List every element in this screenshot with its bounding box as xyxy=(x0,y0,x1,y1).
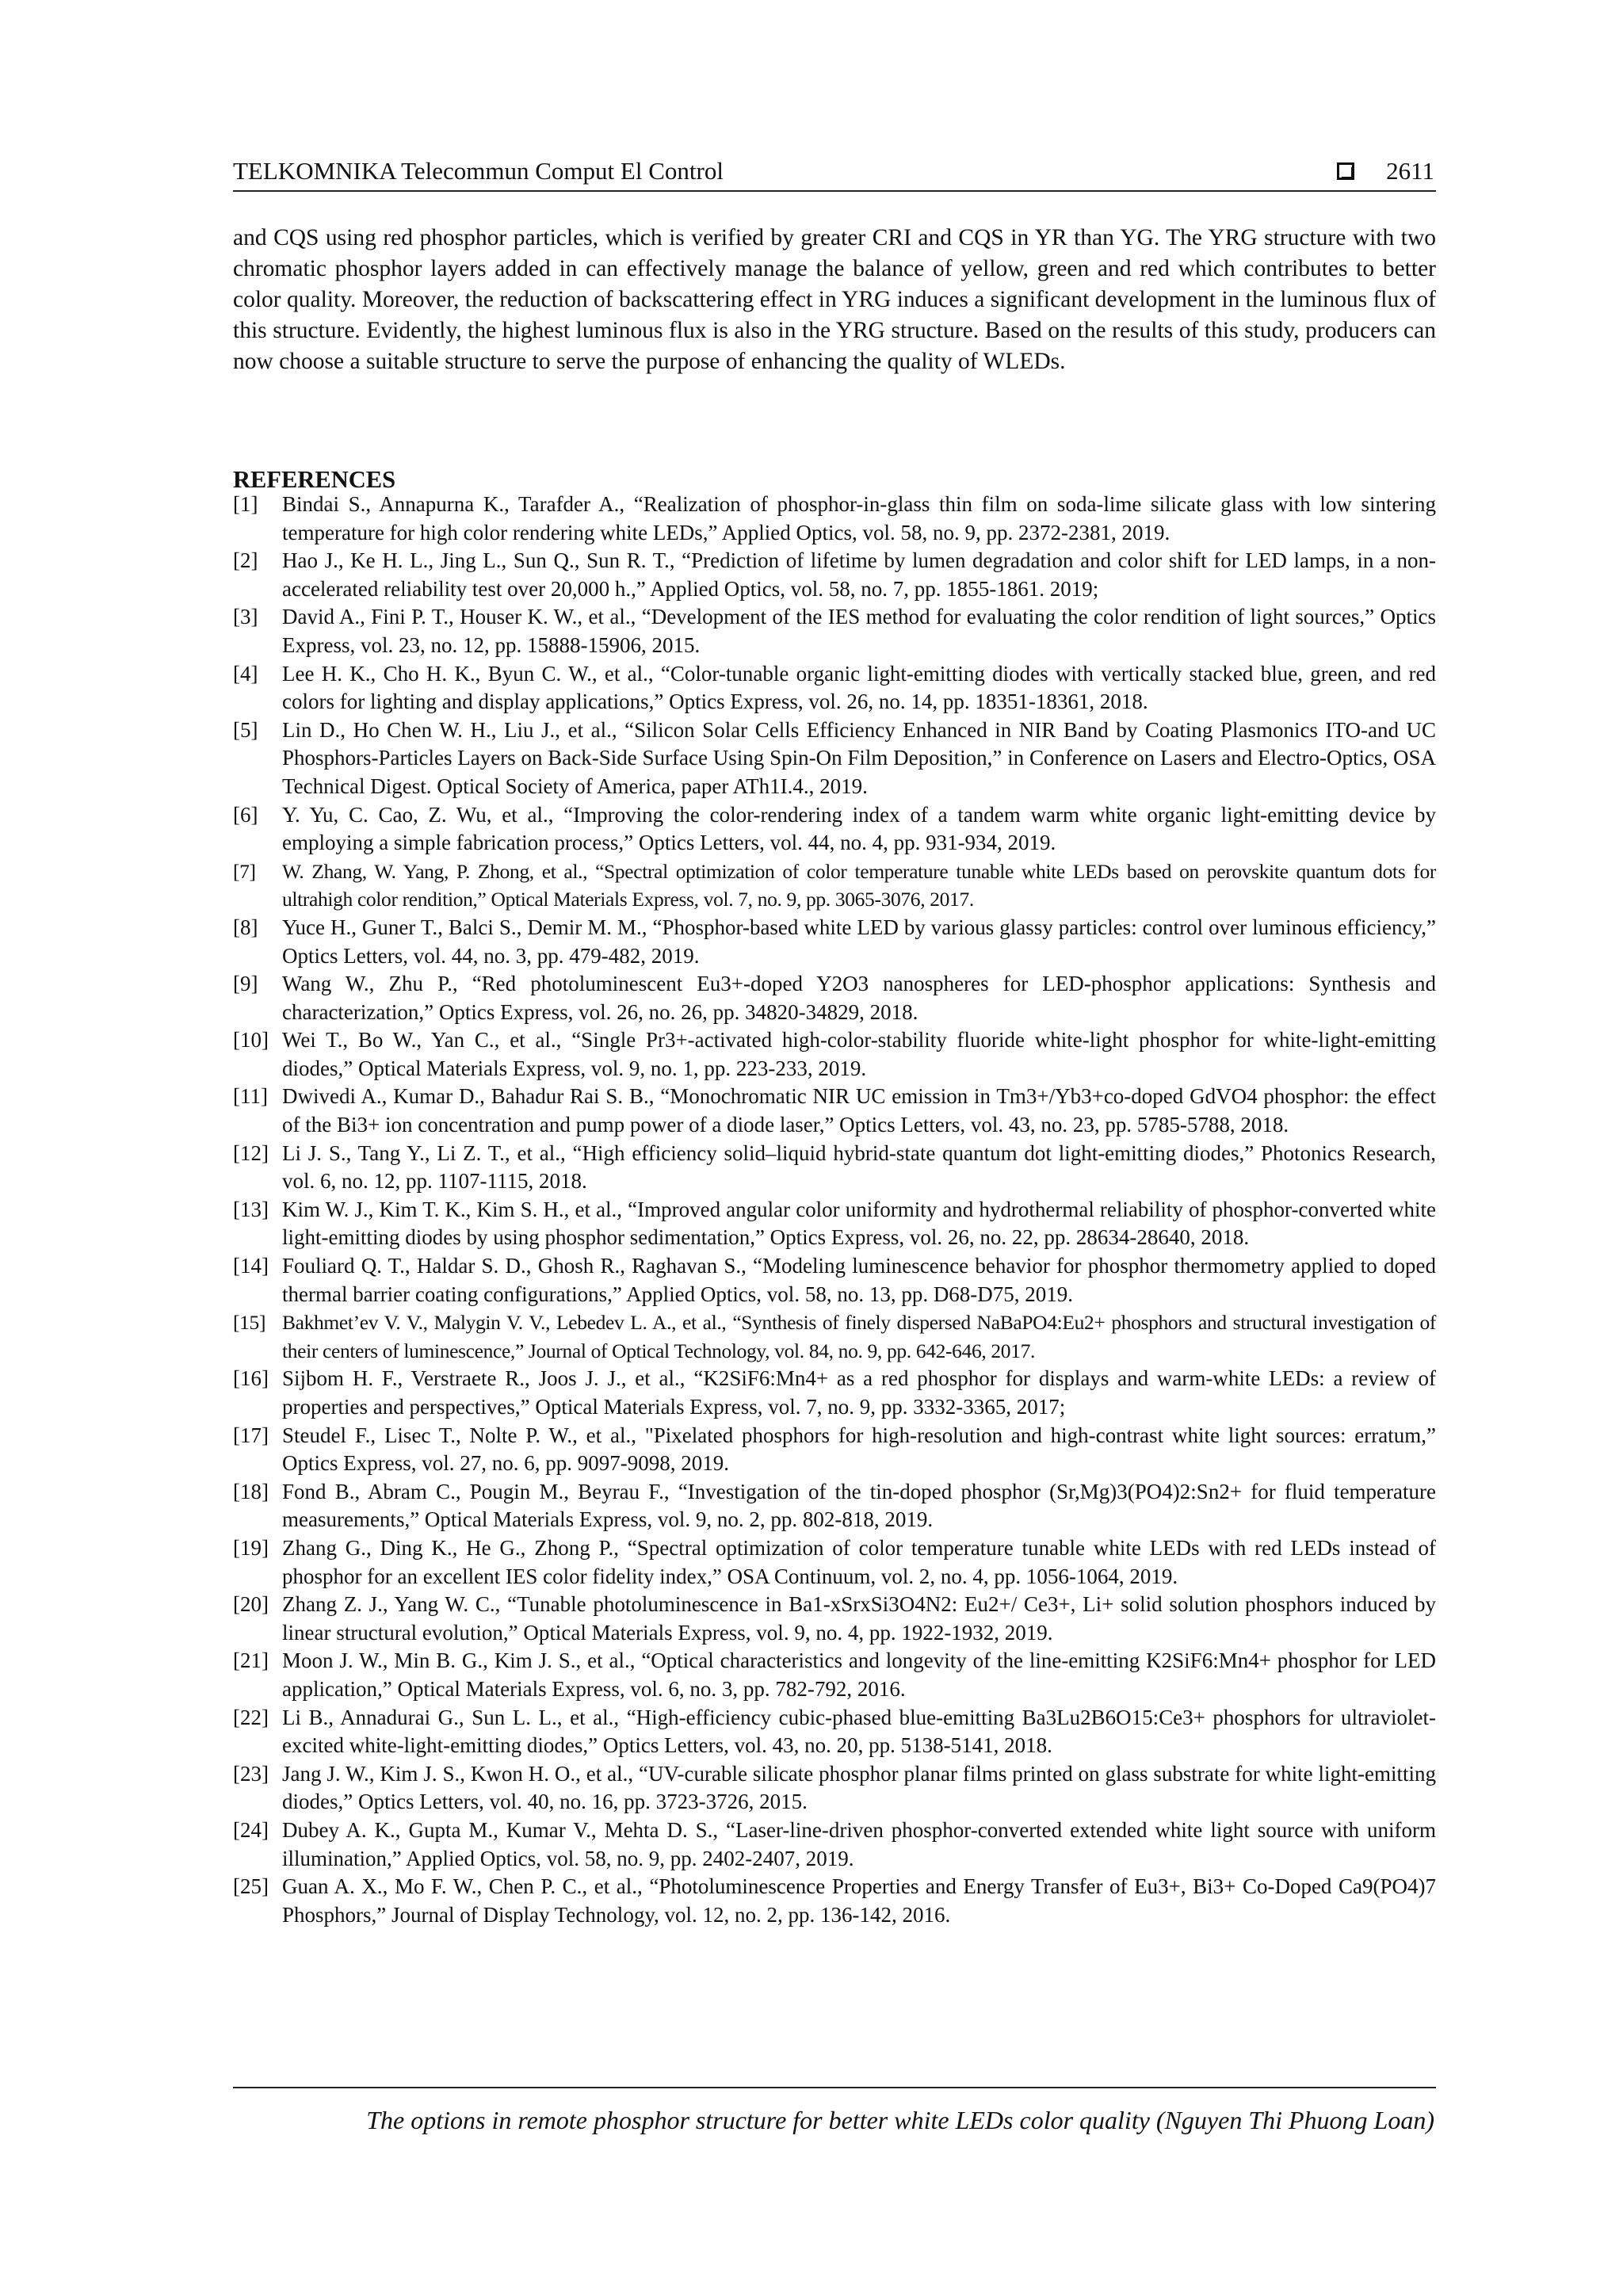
reference-text: Bakhmet’ev V. V., Malygin V. V., Lebedev L. A., et al., “Synthesis of finely dispersed NaBaPO4:Eu2+ phosphors and structural investigation of their centers of luminescence,” Journal of Optical Technology, vol. 84, no. 9, pp. 642-646, 2017. xyxy=(282,1311,1436,1362)
reference-text: Li B., Annadurai G., Sun L. L., et al., “High-efficiency cubic-phased blue-emitting Ba3Lu2B6O15:Ce3+ phosphors for ultraviolet-excited white-light-emitting diodes,” Optics Letters, vol. 43, no. 20, pp. 5138-5141, 2018. xyxy=(282,1705,1436,1758)
reference-number: [2] xyxy=(233,548,258,573)
references-list xyxy=(233,491,1436,1929)
reference-number: [7] xyxy=(233,859,256,883)
header-right xyxy=(1337,155,1434,187)
reference-number: [1] xyxy=(233,492,258,516)
reference-number: [18] xyxy=(233,1479,269,1503)
reference-item xyxy=(233,801,1436,858)
reference-item xyxy=(233,1760,1436,1817)
reference-number: [14] xyxy=(233,1254,269,1278)
reference-item xyxy=(233,970,1436,1026)
references-heading: REFERENCES xyxy=(233,466,396,493)
reference-item xyxy=(233,1365,1436,1421)
reference-item xyxy=(233,547,1436,603)
reference-item xyxy=(233,716,1436,801)
reference-item xyxy=(233,1252,1436,1308)
reference-number: [13] xyxy=(233,1197,269,1221)
reference-item xyxy=(233,1591,1436,1647)
reference-number: [5] xyxy=(233,717,258,742)
reference-text: Fond B., Abram C., Pougin M., Beyrau F., “Investigation of the tin-doped phosphor (Sr,Mg)3(PO4)2:Sn2+ for fluid temperature measurements,” Optical Materials Express, vol. 9, no. 2, pp. 802-818, 2019. xyxy=(282,1479,1436,1532)
reference-text: Wei T., Bo W., Yan C., et al., “Single Pr3+-activated high-color-stability fluoride white-light phosphor for white-light-emitting diodes,” Optical Materials Express, vol. 9, no. 1, pp. 223-233, 2019. xyxy=(282,1028,1436,1080)
reference-number: [9] xyxy=(233,972,258,996)
reference-item xyxy=(233,660,1436,716)
reference-number: [3] xyxy=(233,605,258,629)
reference-item xyxy=(233,858,1436,914)
reference-text: Steudel F., Lisec T., Nolte P. W., et al., "Pixelated phosphors for high-resolution and high-contrast white light sources: erratum,” Optics Express, vol. 27, no. 6, pp. 9097-9098, 2019. xyxy=(282,1423,1436,1476)
reference-text: Dwivedi A., Kumar D., Bahadur Rai S. B., “Monochromatic NIR UC emission in Tm3+/Yb3+co-doped GdVO4 phosphor: the effect of the Bi3+ ion concentration and pump power of a diode laser,” Optics Letters, vol. 43, no. 23, pp. 5785-5788, 2018. xyxy=(282,1084,1436,1137)
reference-item xyxy=(233,491,1436,547)
reference-item xyxy=(233,1534,1436,1591)
page-number: 2611 xyxy=(1386,157,1434,185)
reference-item xyxy=(233,1873,1436,1929)
conclusion-paragraph: and CQS using red phosphor particles, which is verified by greater CRI and CQS in YR than YG. The YRG structure with two chromatic phosphor layers added in can effectively manage the balance of yellow, green and red which contributes to better color quality. Moreover, the reduction of backscattering effect in YRG induces a significant development in the luminous flux of this structure. Evidently, the highest luminous flux is also in the YRG structure. Based on the results of this study, producers can now choose a suitable structure to serve the purpose of enhancing the quality of WLEDs. xyxy=(233,225,1436,374)
reference-number: [12] xyxy=(233,1140,269,1165)
reference-item xyxy=(233,1478,1436,1534)
reference-number: [22] xyxy=(233,1705,269,1729)
reference-text: Jang J. W., Kim J. S., Kwon H. O., et al., “UV-curable silicate phosphor planar films printed on glass substrate for white light-emitting diodes,” Optics Letters, vol. 40, no. 16, pp. 3723-3726, 2015. xyxy=(282,1761,1436,1814)
reference-number: [23] xyxy=(233,1761,269,1786)
reference-item xyxy=(233,1704,1436,1760)
reference-number: [4] xyxy=(233,661,258,686)
reference-text: Zhang Z. J., Yang W. C., “Tunable photoluminescence in Ba1-xSrxSi3O4N2: Eu2+/ Ce3+, Li+ solid solution phosphors induced by linear structural evolution,” Optical Materials Express, vol. 9, no. 4, pp. 1922-1932, 2019. xyxy=(282,1592,1436,1645)
reference-number: [6] xyxy=(233,802,258,827)
reference-item xyxy=(233,1083,1436,1139)
reference-item xyxy=(233,1196,1436,1252)
reference-text: Zhang G., Ding K., He G., Zhong P., “Spectral optimization of color temperature tunable white LEDs with red LEDs instead of phosphor for an excellent IES color fidelity index,” OSA Continuum, vol. 2, no. 4, pp. 1056-1064, 2019. xyxy=(282,1535,1436,1588)
reference-text: Hao J., Ke H. L., Jing L., Sun Q., Sun R. T., “Prediction of lifetime by lumen degradation and color shift for LED lamps, in a non-accelerated reliability test over 20,000 h.,” Applied Optics, vol. 58, no. 7, pp. 1855-1861. 2019; xyxy=(282,548,1436,601)
journal-title: TELKOMNIKA Telecommun Comput El Control xyxy=(233,157,724,185)
reference-item xyxy=(233,1817,1436,1873)
reference-text: Y. Yu, C. Cao, Z. Wu, et al., “Improving the color-rendering index of a tandem warm white organic light-emitting device by employing a simple fabrication process,” Optics Letters, vol. 44, no. 4, pp. 931-934, 2019. xyxy=(282,802,1436,855)
reference-text: David A., Fini P. T., Houser K. W., et al., “Development of the IES method for evaluating the color rendition of light sources,” Optics Express, vol. 23, no. 12, pp. 15888-15906, 2015. xyxy=(282,605,1436,657)
footer-caption: The options in remote phosphor structure for better white LEDs color quality (Nguyen Thi Phuong Loan) xyxy=(366,2106,1434,2134)
checkbox-square-icon xyxy=(1337,162,1354,180)
reference-number: [25] xyxy=(233,1874,269,1899)
reference-text: Lin D., Ho Chen W. H., Liu J., et al., “Silicon Solar Cells Efficiency Enhanced in NIR Band by Coating Plasmonics ITO-and UC Phosphors-Particles Layers on Back-Side Surface Using Spin-On Film Deposition,” in Conference on Lasers and Electro-Optics, OSA Technical Digest. Optical Society of America, paper ATh1I.4., 2019. xyxy=(282,717,1436,798)
reference-text: Kim W. J., Kim T. K., Kim S. H., et al., “Improved angular color uniformity and hydrothermal reliability of phosphor-converted white light-emitting diodes by using phosphor sedimentation,” Optics Express, vol. 26, no. 22, pp. 28634-28640, 2018. xyxy=(282,1197,1436,1250)
reference-number: [19] xyxy=(233,1535,269,1560)
body-text xyxy=(233,223,1436,377)
reference-number: [16] xyxy=(233,1366,269,1391)
reference-number: [10] xyxy=(233,1028,269,1052)
reference-item xyxy=(233,1647,1436,1703)
reference-text: Dubey A. K., Gupta M., Kumar V., Mehta D. S., “Laser-line-driven phosphor-converted extended white light source with uniform illumination,” Applied Optics, vol. 58, no. 9, pp. 2402-2407, 2019. xyxy=(282,1817,1436,1870)
reference-item xyxy=(233,1140,1436,1196)
reference-number: [17] xyxy=(233,1423,269,1447)
reference-text: Yuce H., Guner T., Balci S., Demir M. M., “Phosphor-based white LED by various glassy particles: control over luminous efficiency,” Optics Letters, vol. 44, no. 3, pp. 479-482, 2019. xyxy=(282,915,1436,968)
reference-text: Fouliard Q. T., Haldar S. D., Ghosh R., Raghavan S., “Modeling luminescence behavior for phosphor thermometry applied to doped thermal barrier coating configurations,” Applied Optics, vol. 58, no. 13, pp. D68-D75, 2019. xyxy=(282,1254,1436,1306)
reference-number: [8] xyxy=(233,915,258,939)
reference-number: [15] xyxy=(233,1311,266,1335)
page-header xyxy=(233,155,1436,192)
reference-text: Guan A. X., Mo F. W., Chen P. C., et al., “Photoluminescence Properties and Energy Transfer of Eu3+, Bi3+ Co-Doped Ca9(PO4)7 Phosphors,” Journal of Display Technology, vol. 12, no. 2, pp. 136-142, 2016. xyxy=(282,1874,1436,1927)
reference-item xyxy=(233,1026,1436,1083)
reference-item xyxy=(233,914,1436,970)
reference-text: Bindai S., Annapurna K., Tarafder A., “Realization of phosphor-in-glass thin film on soda-lime silicate glass with low sintering temperature for high color rendering white LEDs,” Applied Optics, vol. 58, no. 9, pp. 2372-2381, 2019. xyxy=(282,492,1436,544)
reference-text: Lee H. K., Cho H. K., Byun C. W., et al., “Color-tunable organic light-emitting diodes with vertically stacked blue, green, and red colors for lighting and display applications,” Optics Express, vol. 26, no. 14, pp. 18351-18361, 2018. xyxy=(282,661,1436,714)
reference-item xyxy=(233,603,1436,659)
reference-number: [20] xyxy=(233,1592,269,1617)
reference-text: Wang W., Zhu P., “Red photoluminescent Eu3+-doped Y2O3 nanospheres for LED-phosphor applications: Synthesis and characterization,” Optics Express, vol. 26, no. 26, pp. 34820-34829, 2018. xyxy=(282,972,1436,1024)
page-footer xyxy=(233,2087,1436,2134)
reference-text: W. Zhang, W. Yang, P. Zhong, et al., “Spectral optimization of color temperature tunable white LEDs based on perovskite quantum dots for ultrahigh color rendition,” Optical Materials Express, vol. 7, no. 9, pp. 3065-3076, 2017. xyxy=(282,859,1436,911)
reference-number: [24] xyxy=(233,1817,269,1842)
reference-number: [21] xyxy=(233,1648,269,1673)
reference-text: Sijbom H. F., Verstraete R., Joos J. J., et al., “K2SiF6:Mn4+ as a red phosphor for displays and warm-white LEDs: a review of properties and perspectives,” Optical Materials Express, vol. 7, no. 9, pp. 3332-3365, 2017; xyxy=(282,1366,1436,1419)
reference-number: [11] xyxy=(233,1084,268,1109)
reference-text: Moon J. W., Min B. G., Kim J. S., et al., “Optical characteristics and longevity of the line-emitting K2SiF6:Mn4+ phosphor for LED application,” Optical Materials Express, vol. 6, no. 3, pp. 782-792, 2016. xyxy=(282,1648,1436,1701)
reference-item xyxy=(233,1422,1436,1478)
reference-item xyxy=(233,1308,1436,1365)
reference-text: Li J. S., Tang Y., Li Z. T., et al., “High efficiency solid–liquid hybrid-state quantum dot light-emitting diodes,” Photonics Research, vol. 6, no. 12, pp. 1107-1115, 2018. xyxy=(282,1140,1436,1194)
